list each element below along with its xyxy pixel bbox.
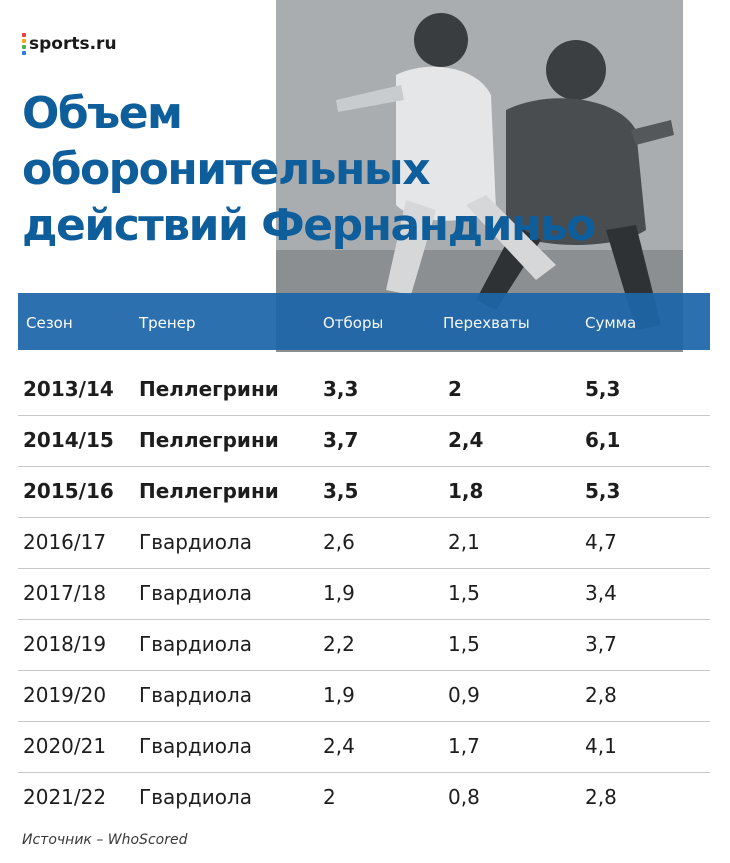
cell-tackles: 2,4 <box>323 734 355 758</box>
cell-interceptions: 2 <box>448 377 462 401</box>
cell-tackles: 3,3 <box>323 377 359 401</box>
table-row <box>18 467 710 518</box>
column-header-tackles: Отборы <box>323 314 384 332</box>
brand-logo <box>22 33 117 55</box>
cell-coach: Гвардиола <box>139 785 253 809</box>
cell-tackles: 1,9 <box>323 683 355 707</box>
cell-coach: Пеллегрини <box>139 428 279 452</box>
cell-total: 2,8 <box>585 683 617 707</box>
cell-season: 2020/21 <box>23 734 107 758</box>
cell-season: 2013/14 <box>23 377 114 401</box>
cell-interceptions: 1,5 <box>448 581 480 605</box>
cell-tackles: 2 <box>323 785 336 809</box>
cell-season: 2018/19 <box>23 632 107 656</box>
source-note: Источник – WhoScored <box>22 832 188 848</box>
cell-interceptions: 0,9 <box>448 683 480 707</box>
cell-season: 2017/18 <box>23 581 107 605</box>
table-row <box>18 365 710 416</box>
title-line: действий Фернандиньо <box>22 200 595 251</box>
cell-season: 2016/17 <box>23 530 107 554</box>
table-row <box>18 518 710 569</box>
table-row <box>18 620 710 671</box>
cell-tackles: 2,6 <box>323 530 355 554</box>
cell-season: 2014/15 <box>23 428 114 452</box>
table-header <box>18 293 710 350</box>
table-body <box>18 365 710 823</box>
cell-interceptions: 1,8 <box>448 479 484 503</box>
table-row <box>18 569 710 620</box>
cell-total: 3,4 <box>585 581 617 605</box>
table-row <box>18 773 710 823</box>
cell-interceptions: 1,7 <box>448 734 480 758</box>
cell-coach: Гвардиола <box>139 530 253 554</box>
cell-total: 2,8 <box>585 785 617 809</box>
column-header-interceptions: Перехваты <box>443 314 530 332</box>
cell-tackles: 1,9 <box>323 581 355 605</box>
cell-season: 2019/20 <box>23 683 107 707</box>
brand-name: sports.ru <box>29 34 117 54</box>
cell-total: 4,7 <box>585 530 617 554</box>
cell-interceptions: 0,8 <box>448 785 480 809</box>
cell-coach: Гвардиола <box>139 683 253 707</box>
cell-total: 5,3 <box>585 479 621 503</box>
cell-season: 2021/22 <box>23 785 107 809</box>
cell-interceptions: 2,4 <box>448 428 484 452</box>
cell-coach: Пеллегрини <box>139 377 279 401</box>
column-header-coach: Тренер <box>139 314 196 332</box>
cell-total: 3,7 <box>585 632 617 656</box>
cell-total: 4,1 <box>585 734 617 758</box>
cell-interceptions: 1,5 <box>448 632 480 656</box>
table-row <box>18 671 710 722</box>
cell-coach: Гвардиола <box>139 734 253 758</box>
cell-tackles: 2,2 <box>323 632 355 656</box>
cell-season: 2015/16 <box>23 479 114 503</box>
logo-dots-icon <box>22 33 26 55</box>
cell-interceptions: 2,1 <box>448 530 480 554</box>
column-header-total: Сумма <box>585 314 637 332</box>
cell-coach: Пеллегрини <box>139 479 279 503</box>
cell-total: 5,3 <box>585 377 621 401</box>
title-line: оборонительных <box>22 144 430 195</box>
table-row <box>18 722 710 773</box>
column-header-season: Сезон <box>26 314 73 332</box>
cell-tackles: 3,5 <box>323 479 359 503</box>
cell-tackles: 3,7 <box>323 428 359 452</box>
cell-total: 6,1 <box>585 428 621 452</box>
page-title <box>22 86 662 254</box>
title-line: Объем <box>22 88 182 139</box>
table-row <box>18 416 710 467</box>
cell-coach: Гвардиола <box>139 632 253 656</box>
cell-coach: Гвардиола <box>139 581 253 605</box>
